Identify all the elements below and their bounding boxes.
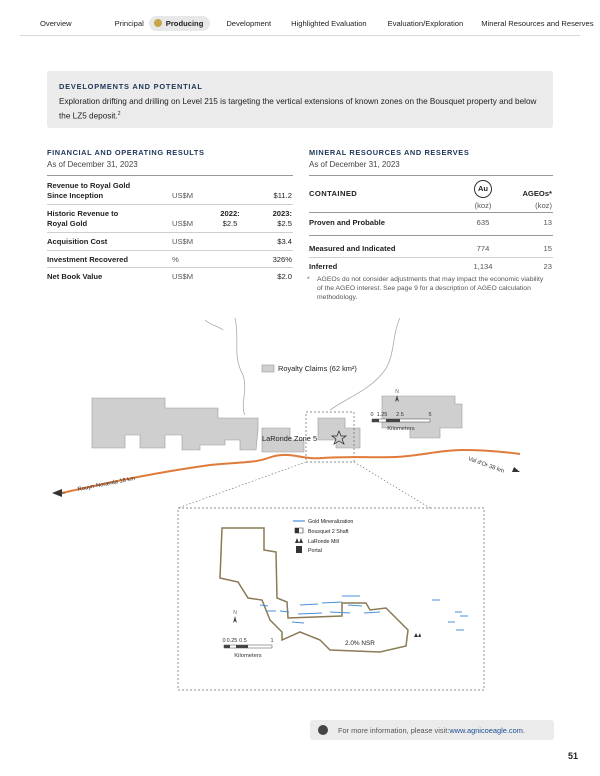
svg-text:LaRonde Mill: LaRonde Mill	[308, 539, 339, 545]
row-divider	[47, 250, 293, 251]
row-acquisition-unit: US$M	[172, 237, 194, 246]
reserves-rule-header	[309, 212, 553, 213]
row-mi-au: 774	[476, 244, 490, 253]
svg-text:1.25: 1.25	[376, 412, 388, 418]
row-divider	[47, 232, 293, 233]
developments-footnote-mark: 2	[117, 111, 121, 117]
nav-producing[interactable]	[149, 16, 211, 31]
laronde-mill-icon	[414, 633, 421, 637]
royalty-claims-label: Royalty Claims (62 km²)	[278, 364, 357, 373]
row-recovered-label: Investment Recovered	[47, 255, 129, 264]
ageo-unit: (koz)	[535, 201, 552, 210]
north-label: N	[395, 389, 399, 395]
svg-text:0.5: 0.5	[239, 638, 247, 644]
nav-development[interactable]: Development	[226, 18, 272, 28]
reserves-rule-top	[309, 175, 553, 176]
row-revenue-unit: US$M	[172, 191, 194, 200]
portal-icon	[296, 546, 302, 553]
svg-text:Kilometers: Kilometers	[387, 426, 415, 432]
row-historic-unit: US$M	[172, 219, 194, 228]
highway-road	[62, 450, 520, 493]
developments-heading: DEVELOPMENTS AND POTENTIAL	[59, 82, 203, 91]
row-revenue-value: $11.2	[273, 191, 292, 200]
river-line	[205, 320, 223, 330]
row-historic-value1: $2.5	[222, 219, 238, 228]
nav-producing-label: Producing	[165, 18, 204, 28]
nsr-label: 2.0% NSR	[345, 640, 375, 647]
row-historic-year2: 2023:	[272, 209, 292, 218]
financial-subheading: As of December 31, 2023	[47, 160, 138, 169]
valdor-label: Val d'Or 38 km	[467, 456, 505, 475]
row-recovered-unit: %	[172, 255, 179, 264]
svg-text:1: 1	[270, 638, 274, 644]
callout-line	[354, 462, 430, 508]
row-acquisition-value: $3.4	[277, 237, 292, 246]
row-divider	[47, 267, 293, 268]
north-arrow-icon	[233, 616, 237, 623]
callout-line	[178, 462, 306, 508]
svg-text:Portal: Portal	[308, 548, 322, 554]
row-pp-au: 635	[476, 218, 490, 227]
developments-text: Exploration drifting and drilling on Level 215 is targeting the vertical extensions of known zones on the Bousquet property and below the LZ5 deposit.$^2$	[59, 97, 537, 121]
row-historic-label: Historic Revenue to Royal Gold	[47, 209, 119, 228]
row-acquisition-label: Acquisition Cost	[47, 237, 108, 246]
svg-text:0: 0	[222, 638, 226, 644]
gold-symbol-icon: Au	[474, 180, 492, 198]
mill-icon	[295, 538, 303, 543]
nav-divider	[20, 35, 580, 36]
svg-text:0: 0	[370, 412, 374, 418]
svg-text:0.25: 0.25	[226, 638, 238, 644]
row-revenue-label: Revenue to Royal Gold Since Inception	[47, 181, 131, 200]
row-pp-label: Proven and Probable	[309, 218, 385, 227]
row-pp-ageo: 13	[543, 218, 552, 227]
top-nav	[20, 14, 594, 32]
river-line	[235, 318, 245, 415]
svg-text:Gold Mineralization: Gold Mineralization	[308, 519, 354, 525]
financial-rule-top	[47, 175, 293, 176]
gold-mineralization-lines	[260, 596, 468, 630]
row-divider	[47, 204, 293, 205]
svg-text:2.5: 2.5	[396, 412, 404, 418]
north-label: N	[233, 610, 237, 616]
row-mi-label: Measured and Indicated	[309, 244, 396, 253]
row-netbook-unit: US$M	[172, 272, 194, 281]
inset-box	[178, 508, 484, 690]
row-mi-ageo: 15	[543, 244, 552, 253]
au-unit: (koz)	[474, 201, 492, 210]
laronde-zone-label: LaRonde Zone 5	[262, 434, 318, 443]
nav-highlighted-evaluation[interactable]: Highlighted Evaluation	[291, 18, 367, 28]
nav-mineral-resources[interactable]: Mineral Resources and Reserves	[481, 18, 594, 28]
active-dot-icon	[154, 19, 162, 27]
royalty-claims-area	[92, 396, 462, 452]
row-divider	[309, 257, 553, 258]
footnote-mark: *	[307, 276, 310, 283]
footer-period: .	[522, 725, 525, 735]
row-inferred-au: 1,134	[473, 262, 493, 271]
claims-legend-swatch	[262, 365, 274, 372]
row-historic-value2: $2.5	[277, 219, 292, 228]
scale-bar-inset	[222, 638, 273, 659]
svg-text:Bousquet 2 Shaft: Bousquet 2 Shaft	[308, 529, 349, 535]
footnote-text: AGEOs do not consider adjustments that may impact the economic viability of the AGEO interest. See page 9 for a description of AGEO calculation methodology.	[317, 276, 544, 301]
rouyn-label: Rouyn-Noranda 18 km	[77, 475, 136, 493]
financial-heading: FINANCIAL AND OPERATING RESULTS	[47, 148, 205, 157]
footer-info-bar	[310, 720, 554, 740]
ageo-footnote	[307, 275, 547, 302]
nav-principal[interactable]: Principal	[114, 18, 144, 28]
ageo-label: AGEOs*	[522, 189, 552, 198]
footer-link[interactable]: www.agnicoeagle.com	[449, 725, 523, 735]
row-netbook-value: $2.0	[277, 272, 292, 281]
nav-overview[interactable]: Overview	[40, 18, 72, 28]
contained-label: CONTAINED	[309, 189, 358, 198]
property-map	[0, 300, 600, 705]
svg-text:Kilometers: Kilometers	[234, 653, 262, 659]
row-historic-year1: 2022:	[220, 209, 240, 218]
link-icon	[318, 725, 328, 735]
road-arrow-right-icon	[512, 467, 520, 472]
reserves-heading: MINERAL RESOURCES AND RESERVES	[309, 148, 470, 157]
nsr-claim-boundary	[220, 528, 408, 652]
row-recovered-value: 326%	[272, 255, 292, 264]
svg-text:5: 5	[428, 412, 432, 418]
row-netbook-label: Net Book Value	[47, 272, 103, 281]
nav-evaluation-exploration[interactable]: Evaluation/Exploration	[387, 18, 464, 28]
map-legend	[293, 519, 353, 554]
row-inferred-label: Inferred	[309, 262, 338, 271]
reserves-rule-mid	[309, 235, 553, 236]
footer-text: For more information, please visit:	[338, 725, 450, 735]
row-inferred-ageo: 23	[543, 262, 552, 271]
page-number: 51	[567, 751, 578, 761]
developments-box	[47, 71, 553, 128]
reserves-subheading: As of December 31, 2023	[309, 160, 400, 169]
